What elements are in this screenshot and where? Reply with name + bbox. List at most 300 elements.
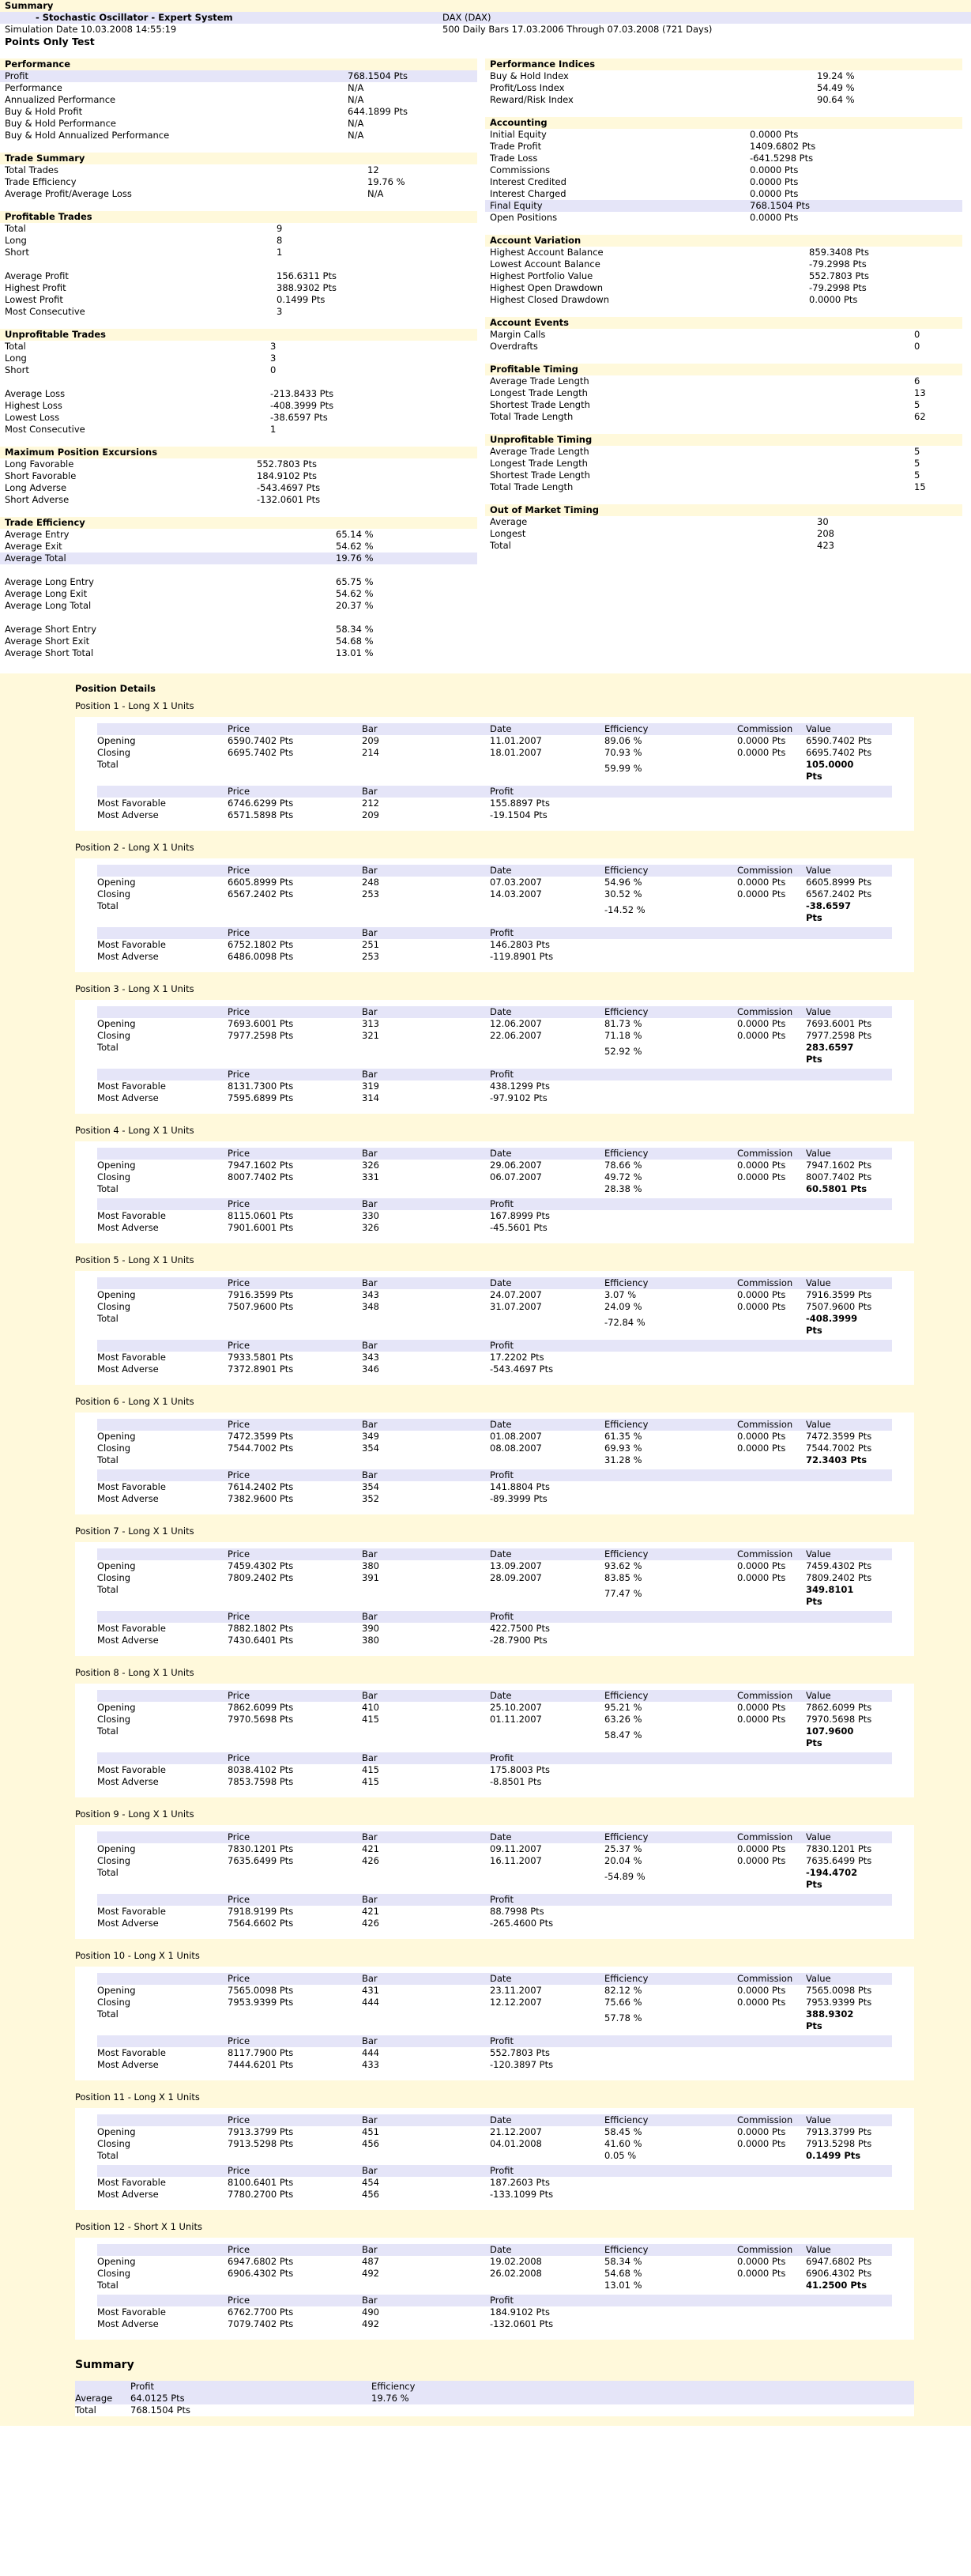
blank xyxy=(97,1831,228,1843)
most-adverse-profit: -28.7900 Pts xyxy=(490,1635,548,1646)
opening-commission: 0.0000 Pts xyxy=(737,1702,786,1713)
stat-value: 552.7803 Pts xyxy=(257,458,317,470)
section-heading: Performance xyxy=(0,58,477,70)
stat-label: Average Profit/Average Loss xyxy=(5,188,132,199)
blank xyxy=(737,1776,806,1788)
blank xyxy=(97,723,228,735)
stat-value: 5 xyxy=(914,470,920,481)
most-adverse-profit: -8.8501 Pts xyxy=(490,1776,542,1787)
total-efficiency: -14.52 % xyxy=(604,904,645,915)
stat-label: Lowest Loss xyxy=(5,412,60,423)
blank xyxy=(806,2165,877,2177)
total-label: Total xyxy=(97,2280,119,2291)
commission-header: Commission xyxy=(737,1831,793,1842)
stat-label: Trade Profit xyxy=(490,141,542,152)
blank xyxy=(737,1584,806,1608)
stat-label: Total xyxy=(5,341,26,352)
stat-row xyxy=(0,82,477,94)
position-table xyxy=(75,1542,914,1656)
stat-label: Most Consecutive xyxy=(5,424,85,435)
stat-row xyxy=(485,341,962,353)
total-value: 105.0000 Pts xyxy=(806,759,854,782)
most-adverse-price: 6571.5898 Pts xyxy=(228,809,294,820)
most-adverse-label: Most Adverse xyxy=(97,2189,159,2200)
opening-value: 7947.1602 Pts xyxy=(806,1160,872,1171)
price-header: Price xyxy=(228,1340,250,1351)
blank xyxy=(806,1894,877,1906)
price-header: Price xyxy=(228,1148,250,1159)
closing-value: 7507.9600 Pts xyxy=(806,1301,872,1312)
position-title: Position 11 - Long X 1 Units xyxy=(75,2091,200,2103)
stat-row xyxy=(0,94,477,106)
simulation-date: Simulation Date 10.03.2008 14:55:19 xyxy=(5,24,177,35)
most-adverse-price: 7372.8901 Pts xyxy=(228,1363,294,1375)
opening-efficiency: 78.66 % xyxy=(604,1160,642,1171)
stat-value: -408.3999 Pts xyxy=(270,400,334,411)
commission-header: Commission xyxy=(737,1973,793,1984)
price-header: Price xyxy=(228,1277,250,1288)
most-adverse-label: Most Adverse xyxy=(97,2318,159,2329)
opening-price: 6947.6802 Pts xyxy=(228,2256,294,2267)
stat-label: Profit xyxy=(5,70,28,81)
stat-row xyxy=(0,624,477,636)
stat-label: Total xyxy=(5,223,26,234)
blank xyxy=(604,2059,737,2071)
blank xyxy=(604,2189,737,2201)
closing-bar: 444 xyxy=(362,1997,379,2008)
closing-bar: 348 xyxy=(362,1301,379,1312)
stat-value: 58.34 % xyxy=(336,624,374,635)
closing-commission: 0.0000 Pts xyxy=(737,1030,786,1041)
stat-row xyxy=(0,130,477,141)
bar-header: Bar xyxy=(362,1006,378,1017)
blank xyxy=(490,1183,604,1195)
most-adverse-profit: -45.5601 Pts xyxy=(490,1222,548,1233)
bar-header: Bar xyxy=(362,1611,378,1622)
bar-header: Bar xyxy=(362,1469,378,1480)
price-header: Price xyxy=(228,1548,250,1560)
stat-row xyxy=(0,636,477,647)
stat-row xyxy=(485,375,962,387)
opening-price: 7947.1602 Pts xyxy=(228,1160,294,1171)
bar-header: Bar xyxy=(362,1894,378,1905)
blank xyxy=(737,1069,806,1081)
stat-value: 1 xyxy=(270,424,277,435)
summary-profit-header: Profit xyxy=(130,2381,154,2392)
most-favorable-price: 8100.6401 Pts xyxy=(228,2177,294,2188)
opening-date: 09.11.2007 xyxy=(490,1843,542,1854)
blank xyxy=(604,1906,737,1918)
opening-value: 6947.6802 Pts xyxy=(806,2256,872,2267)
date-header: Date xyxy=(490,1006,512,1017)
blank xyxy=(737,2047,806,2059)
position-body xyxy=(97,1160,892,1195)
most-favorable-bar: 415 xyxy=(362,1764,379,1775)
opening-label: Opening xyxy=(97,1702,136,1713)
stat-value: 0.0000 Pts xyxy=(750,129,799,140)
opening-value: 7565.0098 Pts xyxy=(806,1985,872,1996)
blank xyxy=(490,2008,604,2032)
section-heading: Profitable Timing xyxy=(485,364,962,375)
position-header-row xyxy=(97,1277,892,1289)
most-favorable-profit: 184.9102 Pts xyxy=(490,2306,550,2318)
commission-header: Commission xyxy=(737,2244,793,2255)
opening-label: Opening xyxy=(97,1560,136,1571)
total-efficiency: 58.47 % xyxy=(604,1729,642,1741)
blank xyxy=(737,1042,806,1065)
stat-value: 54.68 % xyxy=(336,636,374,647)
most-favorable-bar: 343 xyxy=(362,1352,379,1363)
blank xyxy=(362,759,490,783)
stat-row xyxy=(485,176,962,188)
stat-label: Total Trade Length xyxy=(490,411,574,422)
blank xyxy=(604,2306,737,2318)
price-header: Price xyxy=(228,723,250,734)
stat-label: Profit/Loss Index xyxy=(490,82,565,93)
blank xyxy=(737,1092,806,1104)
opening-label: Opening xyxy=(97,1160,136,1171)
section-heading: Out of Market Timing xyxy=(485,504,962,516)
stat-value: 1409.6802 Pts xyxy=(750,141,816,152)
blank xyxy=(737,1222,806,1234)
stat-row xyxy=(0,612,477,624)
stat-row xyxy=(0,164,477,176)
stat-value: 3 xyxy=(270,341,277,352)
bar-header: Bar xyxy=(362,1548,378,1560)
stat-value: 0 xyxy=(914,341,920,352)
excursion-header-row xyxy=(97,2165,892,2177)
stat-label: Average Total xyxy=(5,553,66,564)
most-favorable-price: 6746.6299 Pts xyxy=(228,798,294,809)
price-header: Price xyxy=(228,1690,250,1701)
blank xyxy=(604,2318,737,2330)
value-header: Value xyxy=(806,1548,831,1560)
commission-header: Commission xyxy=(737,865,793,876)
blank xyxy=(604,1752,737,1764)
stat-value: 13 xyxy=(914,387,926,398)
total-value: 283.6597 Pts xyxy=(806,1042,854,1065)
position-title: Position 3 - Long X 1 Units xyxy=(75,983,194,994)
stat-label: Average Long Entry xyxy=(5,576,94,587)
most-favorable-price: 7614.2402 Pts xyxy=(228,1481,294,1492)
most-adverse-label: Most Adverse xyxy=(97,1635,159,1646)
stat-row xyxy=(485,294,962,306)
blank xyxy=(737,1867,806,1891)
blank xyxy=(97,1469,228,1481)
opening-price: 7693.6001 Pts xyxy=(228,1018,294,1029)
profit-header: Profit xyxy=(490,1469,514,1480)
blank xyxy=(97,1340,228,1352)
blank xyxy=(737,2035,806,2047)
blank xyxy=(97,1069,228,1081)
closing-value: 7635.6499 Pts xyxy=(806,1855,872,1866)
stat-row xyxy=(485,458,962,470)
stat-label: Average Entry xyxy=(5,529,70,540)
bar-header: Bar xyxy=(362,1069,378,1080)
closing-date: 22.06.2007 xyxy=(490,1030,542,1041)
opening-value: 7472.3599 Pts xyxy=(806,1431,872,1442)
stat-label: Trade Loss xyxy=(490,153,538,164)
stat-value: 54.49 % xyxy=(817,82,855,93)
blank xyxy=(737,900,806,924)
closing-price: 7913.5298 Pts xyxy=(228,2138,294,2149)
opening-label: Opening xyxy=(97,1289,136,1300)
blank xyxy=(604,786,737,798)
stat-row xyxy=(0,258,477,270)
opening-bar: 431 xyxy=(362,1985,379,1996)
most-favorable-label: Most Favorable xyxy=(97,2177,166,2188)
total-efficiency: 59.99 % xyxy=(604,763,642,774)
summary-total-label: Total xyxy=(75,2404,96,2416)
stat-row xyxy=(485,411,962,423)
right-stats-column xyxy=(485,58,962,659)
blank xyxy=(737,2295,806,2306)
most-favorable-label: Most Favorable xyxy=(97,939,166,950)
value-header: Value xyxy=(806,1148,831,1159)
blank xyxy=(806,1198,877,1210)
most-adverse-price: 7853.7598 Pts xyxy=(228,1776,294,1787)
stat-value: N/A xyxy=(348,118,364,129)
opening-price: 7830.1201 Pts xyxy=(228,1843,294,1854)
blank xyxy=(97,1006,228,1018)
stat-row xyxy=(485,212,962,224)
blank xyxy=(228,1867,362,1891)
stat-value: 54.62 % xyxy=(336,588,374,599)
total-efficiency: 13.01 % xyxy=(604,2280,642,2291)
efficiency-header: Efficiency xyxy=(604,1419,649,1430)
closing-price: 7635.6499 Pts xyxy=(228,1855,294,1866)
profit-header: Profit xyxy=(490,2035,514,2046)
most-adverse-bar: 380 xyxy=(362,1635,379,1646)
most-adverse-bar: 326 xyxy=(362,1222,379,1233)
excursion-body xyxy=(97,1081,892,1104)
efficiency-header: Efficiency xyxy=(604,1548,649,1560)
bar-header: Bar xyxy=(362,1198,378,1209)
position-table xyxy=(75,1141,914,1243)
blank xyxy=(737,2008,806,2032)
stat-label: Interest Charged xyxy=(490,188,566,199)
commission-header: Commission xyxy=(737,723,793,734)
stat-label: Most Consecutive xyxy=(5,306,85,317)
closing-commission: 0.0000 Pts xyxy=(737,888,786,900)
bar-header: Bar xyxy=(362,1419,378,1430)
opening-bar: 209 xyxy=(362,735,379,746)
opening-value: 7862.6099 Pts xyxy=(806,1702,872,1713)
date-header: Date xyxy=(490,1277,512,1288)
opening-bar: 343 xyxy=(362,1289,379,1300)
opening-commission: 0.0000 Pts xyxy=(737,1289,786,1300)
opening-date: 24.07.2007 xyxy=(490,1289,542,1300)
stat-label: Total Trades xyxy=(5,164,58,175)
most-adverse-bar: 415 xyxy=(362,1776,379,1787)
total-value: 107.9600 Pts xyxy=(806,1726,854,1748)
most-favorable-price: 8038.4102 Pts xyxy=(228,1764,294,1775)
price-header: Price xyxy=(228,1611,250,1622)
opening-commission: 0.0000 Pts xyxy=(737,1160,786,1171)
blank xyxy=(228,759,362,783)
blank xyxy=(806,1906,877,1918)
stat-label: Average Trade Length xyxy=(490,375,589,387)
position-body xyxy=(97,877,892,924)
stat-value: 3 xyxy=(270,353,277,364)
stat-value: 1 xyxy=(277,247,283,258)
total-value: -194.4702 Pts xyxy=(806,1867,858,1890)
closing-value: 7809.2402 Pts xyxy=(806,1572,872,1583)
total-efficiency: 57.78 % xyxy=(604,2012,642,2023)
opening-label: Opening xyxy=(97,1985,136,1996)
blank xyxy=(737,1210,806,1222)
closing-value: 7544.7002 Pts xyxy=(806,1443,872,1454)
closing-label: Closing xyxy=(97,1572,131,1583)
closing-label: Closing xyxy=(97,1301,131,1312)
stat-label: Average Loss xyxy=(5,388,66,399)
summary-footer-heading: Summary xyxy=(75,2359,134,2371)
stat-label: Shortest Trade Length xyxy=(490,399,590,410)
blank xyxy=(604,1611,737,1623)
stat-row xyxy=(485,270,962,282)
excursion-body xyxy=(97,2177,892,2201)
profit-header: Profit xyxy=(490,2165,514,2176)
most-adverse-bar: 492 xyxy=(362,2318,379,2329)
closing-label: Closing xyxy=(97,1714,131,1725)
value-header: Value xyxy=(806,2114,831,2125)
blank xyxy=(97,1548,228,1560)
blank xyxy=(737,1635,806,1646)
stat-label: Total Trade Length xyxy=(490,481,574,492)
closing-bar: 331 xyxy=(362,1171,379,1182)
efficiency-header: Efficiency xyxy=(604,1006,649,1017)
opening-commission: 0.0000 Pts xyxy=(737,2126,786,2137)
summary-footer-table xyxy=(75,2381,914,2416)
bar-header: Bar xyxy=(362,2165,378,2176)
opening-label: Opening xyxy=(97,1018,136,1029)
opening-date: 11.01.2007 xyxy=(490,735,542,746)
profit-header: Profit xyxy=(490,1069,514,1080)
stat-value: -38.6597 Pts xyxy=(270,412,328,423)
most-adverse-profit: -97.9102 Pts xyxy=(490,1092,548,1103)
stat-row xyxy=(0,270,477,282)
closing-price: 7970.5698 Pts xyxy=(228,1714,294,1725)
most-favorable-profit: 146.2803 Pts xyxy=(490,939,550,950)
position-header-row xyxy=(97,1690,892,1702)
blank xyxy=(604,809,737,821)
blank xyxy=(806,939,877,951)
opening-efficiency: 3.07 % xyxy=(604,1289,637,1300)
closing-value: 8007.7402 Pts xyxy=(806,1171,872,1182)
blank xyxy=(97,2295,228,2306)
most-favorable-price: 8115.0601 Pts xyxy=(228,1210,294,1221)
section-heading: Accounting xyxy=(485,117,962,129)
position-table xyxy=(75,717,914,831)
excursion-header-row xyxy=(97,1611,892,1623)
excursion-body xyxy=(97,1623,892,1646)
closing-bar: 321 xyxy=(362,1030,379,1041)
stat-row xyxy=(0,424,477,436)
stat-label: Lowest Account Balance xyxy=(490,258,600,270)
most-favorable-label: Most Favorable xyxy=(97,1906,166,1917)
summary-total-profit: 768.1504 Pts xyxy=(130,2404,190,2416)
closing-price: 6695.7402 Pts xyxy=(228,747,294,758)
total-efficiency: 31.28 % xyxy=(604,1454,642,1465)
blank xyxy=(806,951,877,963)
summary-average-label: Average xyxy=(75,2393,113,2404)
instrument: DAX (DAX) xyxy=(442,12,491,23)
blank xyxy=(490,1726,604,1749)
most-adverse-profit: -19.1504 Pts xyxy=(490,809,548,820)
date-header: Date xyxy=(490,2114,512,2125)
opening-date: 19.02.2008 xyxy=(490,2256,542,2267)
bar-header: Bar xyxy=(362,2114,378,2125)
total-value: -408.3999 Pts xyxy=(806,1313,858,1336)
stat-value: N/A xyxy=(348,130,364,141)
commission-header: Commission xyxy=(737,1006,793,1017)
stat-row xyxy=(0,70,477,82)
closing-efficiency: 30.52 % xyxy=(604,888,642,900)
most-favorable-label: Most Favorable xyxy=(97,2047,166,2058)
position-header-row xyxy=(97,1548,892,1560)
blank xyxy=(806,1352,877,1363)
stat-label: Lowest Profit xyxy=(5,294,63,305)
price-header: Price xyxy=(228,2114,250,2125)
blank xyxy=(604,1210,737,1222)
profit-header: Profit xyxy=(490,1752,514,1763)
blank xyxy=(737,2189,806,2201)
position-title: Position 9 - Long X 1 Units xyxy=(75,1808,194,1820)
stat-value: 19.24 % xyxy=(817,70,855,81)
blank xyxy=(737,809,806,821)
total-efficiency: -72.84 % xyxy=(604,1317,645,1328)
most-favorable-label: Most Favorable xyxy=(97,1623,166,1634)
value-header: Value xyxy=(806,1690,831,1701)
blank xyxy=(228,1726,362,1749)
most-adverse-profit: -120.3897 Pts xyxy=(490,2059,554,2070)
stat-row xyxy=(0,388,477,400)
stat-value: 0 xyxy=(914,329,920,340)
most-adverse-bar: 253 xyxy=(362,951,379,962)
blank xyxy=(362,1454,490,1466)
stat-label: Highest Account Balance xyxy=(490,247,604,258)
blank xyxy=(97,2165,228,2177)
blank xyxy=(490,2280,604,2291)
stat-row xyxy=(485,446,962,458)
blank xyxy=(97,1973,228,1985)
position-body xyxy=(97,1018,892,1065)
bars-info: 500 Daily Bars 17.03.2006 Through 07.03.2008 (721 Days) xyxy=(442,24,713,35)
stat-value: N/A xyxy=(367,188,384,199)
stat-row xyxy=(485,188,962,200)
value-header: Value xyxy=(806,1973,831,1984)
most-favorable-bar: 319 xyxy=(362,1081,379,1092)
opening-commission: 0.0000 Pts xyxy=(737,1843,786,1854)
stat-value: 423 xyxy=(817,540,834,551)
stat-value: -543.4697 Pts xyxy=(257,482,321,493)
total-efficiency: 28.38 % xyxy=(604,1183,642,1194)
blank xyxy=(97,865,228,877)
profit-header: Profit xyxy=(490,1611,514,1622)
value-header: Value xyxy=(806,1006,831,1017)
blank xyxy=(604,1918,737,1929)
value-header: Value xyxy=(806,2244,831,2255)
total-label: Total xyxy=(97,2150,119,2161)
system-row xyxy=(0,12,971,24)
stat-value: 8 xyxy=(277,235,283,246)
closing-bar: 426 xyxy=(362,1855,379,1866)
blank xyxy=(806,1623,877,1635)
blank xyxy=(604,1069,737,1081)
closing-label: Closing xyxy=(97,2138,131,2149)
position-title: Position 8 - Long X 1 Units xyxy=(75,1667,194,1678)
stat-label: Average Long Total xyxy=(5,600,92,611)
